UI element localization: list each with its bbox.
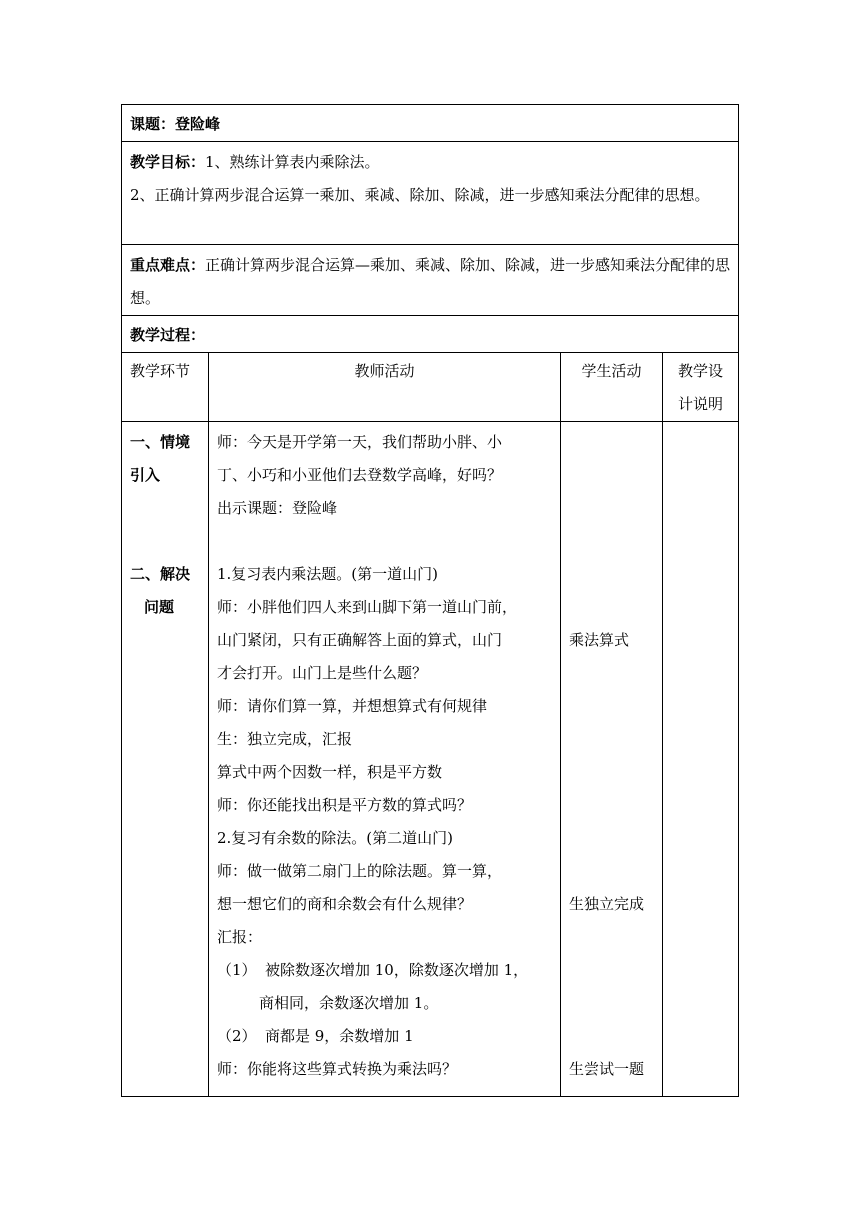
header-design: [663, 353, 739, 422]
teacher-line-8: 师：请你们算一算，并想想算式有何规律: [217, 697, 488, 715]
teacher-line-18: 商都是 9，余数增加 1: [265, 1027, 414, 1045]
teacher-line-2: 丁、小巧和小亚他们去登数学高峰，好吗？: [217, 466, 503, 484]
student-activity-3: 生尝试一题: [569, 1060, 645, 1078]
stage-1-line-1: 一、情境: [130, 433, 191, 451]
teacher-line-11: 师：你还能找出积是平方数的算式吗？: [217, 796, 473, 814]
teacher-line-7: 才会打开。山门上是些什么题？: [217, 664, 428, 682]
process-row: [122, 316, 739, 353]
student-activity-1: 乘法算式: [569, 631, 630, 649]
report-item-1: [217, 954, 552, 987]
process-label: 教学过程：: [130, 326, 206, 344]
key-text: 正确计算两步混合运算—乘加、乘减、除加、除减，进一步感知乘法分配律的思想。: [130, 256, 731, 307]
report-item-2-number: （2）: [217, 1027, 257, 1045]
goal-row: [122, 142, 739, 245]
teacher-line-13: 师：做一做第二扇门上的除法题。算一算，: [217, 862, 503, 880]
teacher-line-4: 1.复习表内乘法题。(第一道山门): [217, 565, 439, 583]
teacher-line-10: 算式中两个因数一样，积是平方数: [217, 763, 443, 781]
report-item-1-number: （1）: [217, 961, 257, 979]
process-cell: [122, 316, 739, 353]
title-label: 课题：: [130, 115, 176, 133]
title-cell: [122, 105, 739, 142]
teacher-line-6: 山门紧闭，只有正确解答上面的算式，山门: [217, 631, 503, 649]
design-cell: [663, 422, 739, 1097]
goal-line-2: 2、正确计算两步混合运算一乘加、乘减、除加、除减，进一步感知乘法分配律的思想。: [130, 186, 710, 204]
body-row: [122, 422, 739, 1097]
goal-label: 教学目标：: [130, 153, 206, 171]
header-design-line-1: 教学设: [678, 362, 724, 380]
teacher-line-9: 生：独立完成，汇报: [217, 730, 353, 748]
header-teacher: 教师活动: [209, 353, 561, 422]
stage-cell: [122, 422, 209, 1097]
teacher-cell: [209, 422, 561, 1097]
student-activity-2: 生独立完成: [569, 895, 645, 913]
key-cell: [122, 245, 739, 316]
lesson-table: [121, 104, 739, 1097]
title-row: [122, 105, 739, 142]
teacher-line-5: 师：小胖他们四人来到山脚下第一道山门前，: [217, 598, 518, 616]
header-design-line-2: 计说明: [678, 395, 724, 413]
key-row: [122, 245, 739, 316]
teacher-line-15: 汇报：: [217, 928, 263, 946]
stage-1-line-2: 引入: [130, 466, 161, 484]
stage-2-line-1: 二、解决: [130, 565, 191, 583]
teacher-line-14: 想一想它们的商和余数会有什么规律？: [217, 895, 473, 913]
lesson-plan-table: [121, 104, 738, 1097]
goal-line-1: 1、熟练计算表内乘除法。: [205, 153, 380, 171]
teacher-line-17: 商相同，余数逐次增加 1。: [259, 994, 439, 1012]
report-item-2: [217, 1020, 552, 1053]
teacher-line-1: 师：今天是开学第一天，我们帮助小胖、小: [217, 433, 503, 451]
teacher-line-12: 2.复习有余数的除法。(第二道山门): [217, 829, 454, 847]
teacher-line-3: 出示课题：登险峰: [217, 499, 338, 517]
teacher-line-19: 师：你能将这些算式转换为乘法吗？: [217, 1060, 458, 1078]
title-value: 登险峰: [175, 115, 221, 133]
header-student: 学生活动: [561, 353, 663, 422]
stage-2-line-2: 问题: [144, 598, 175, 616]
header-row: [122, 353, 739, 422]
student-cell: [561, 422, 663, 1097]
key-label: 重点难点：: [130, 256, 206, 274]
goal-cell: [122, 142, 739, 245]
header-stage: 教学环节: [122, 353, 209, 422]
teacher-line-16: 被除数逐次增加 10，除数逐次增加 1，: [265, 961, 529, 979]
